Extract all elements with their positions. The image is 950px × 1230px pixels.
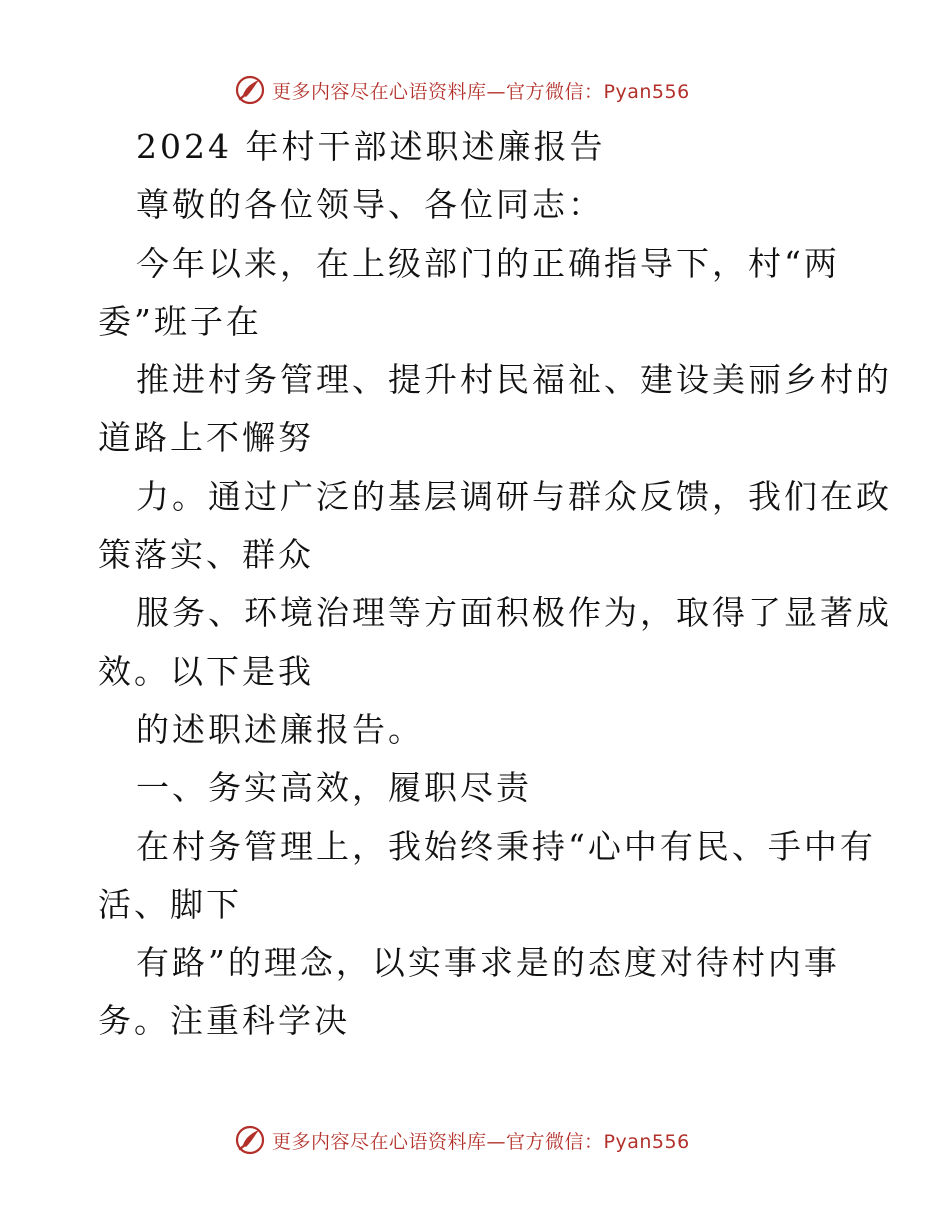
header-watermark (234, 72, 690, 108)
text-line: 推进村务管理、提升村民福祉、建设美丽乡村的 (136, 360, 892, 400)
footer-watermark (234, 1122, 690, 1158)
brand-logo-icon (234, 74, 266, 106)
text-line: 服务、环境治理等方面积极作为，取得了显著成 (136, 593, 892, 633)
watermark-text: 更多内容尽在心语资料库—官方微信：Pyan556 (272, 80, 690, 103)
text-line: 委”班子在 (98, 301, 262, 341)
watermark-text: 更多内容尽在心语资料库—官方微信：Pyan556 (272, 1130, 690, 1153)
text-line: 力。通过广泛的基层调研与群众反馈，我们在政 (136, 476, 892, 516)
document-body (98, 118, 892, 1051)
text-line: 2024 年村干部述职述廉报告 (136, 127, 606, 166)
text-line: 今年以来，在上级部门的正确指导下，村“两 (136, 243, 840, 283)
text-line: 活、脚下 (98, 884, 242, 924)
text-line: 一、务实高效，履职尽责 (136, 768, 532, 808)
text-line: 道路上不懈努 (98, 418, 314, 458)
text-line: 尊敬的各位领导、各位同志： (136, 185, 604, 225)
text-line: 效。以下是我 (98, 651, 314, 691)
text-line: 策落实、群众 (98, 535, 314, 575)
brand-logo-icon (234, 1124, 266, 1156)
text-line: 在村务管理上，我始终秉持“心中有民、手中有 (136, 826, 876, 866)
text-line: 的述职述廉报告。 (136, 709, 424, 749)
text-line: 务。注重科学决 (98, 1001, 350, 1041)
text-line: 有路”的理念，以实事求是的态度对待村内事 (136, 943, 840, 983)
